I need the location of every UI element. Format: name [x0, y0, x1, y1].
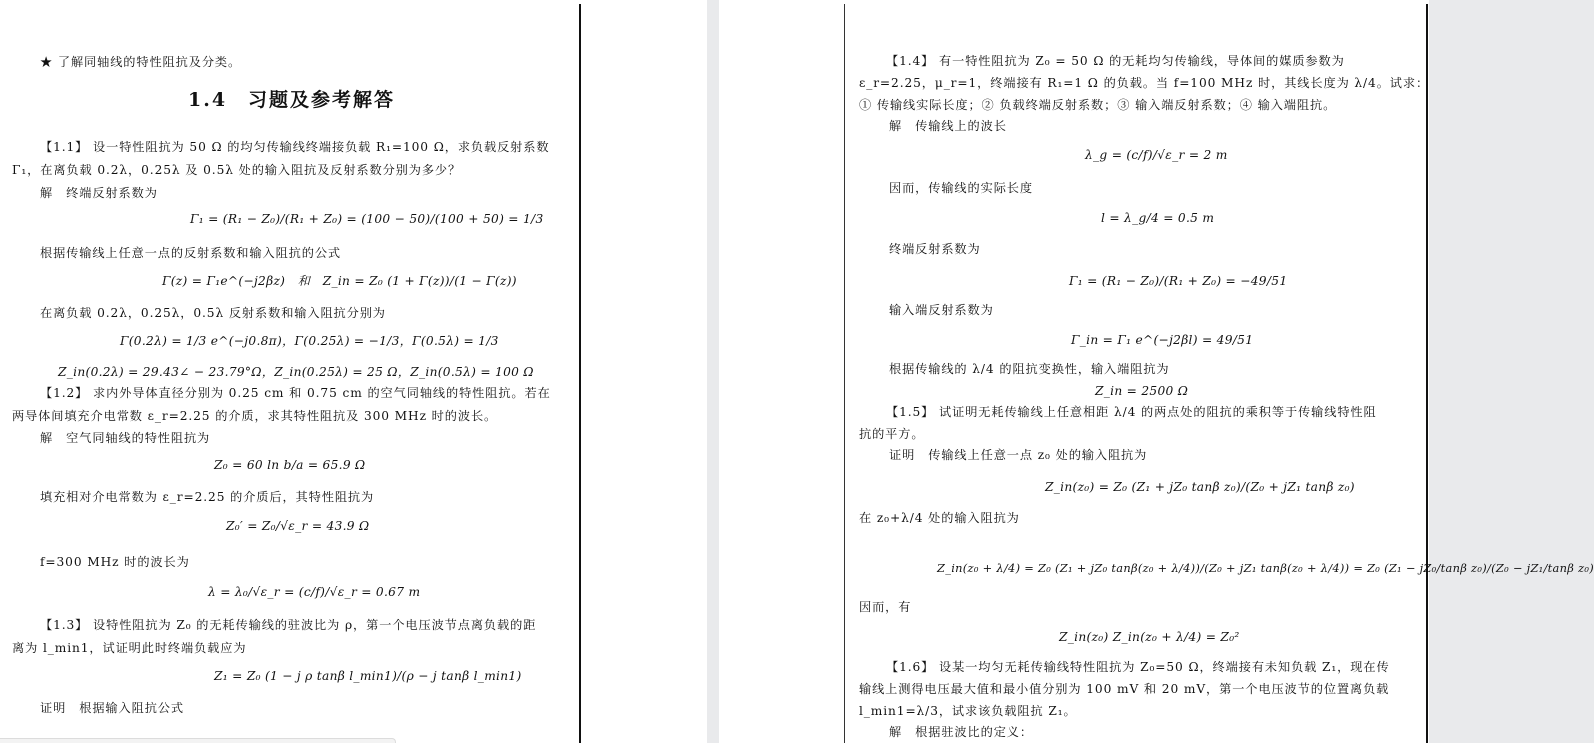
solution-label: 解 根据驻波比的定义： — [889, 725, 1033, 739]
paragraph: f=300 MHz 时的波长为 — [40, 555, 190, 569]
equation: Γ₁ = (R₁ − Z₀)/(R₁ + Z₀) = (100 − 50)/(100 + 50) = 1/3 — [190, 212, 544, 226]
equation: λ = λ₀/√ε_r = (c/f)/√ε_r = 0.67 m — [208, 585, 421, 599]
paragraph: 根据传输线上任意一点的反射系数和输入阻抗的公式 — [40, 246, 342, 260]
solution-label: 解 终端反射系数为 — [40, 186, 158, 200]
equation: Γ(0.2λ) = 1/3 e^(−j0.8π)，Γ(0.25λ) = −1/3，Γ(0.5λ) = 1/3 — [120, 334, 499, 348]
equation: Z_in(z₀) = Z₀ (Z₁ + jZ₀ tanβ z₀)/(Z₀ + jZ₁ tanβ z₀) — [1045, 480, 1355, 494]
problem-1-4-text-cont: ε_r=2.25，μ_r=1，终端接有 R₁=1 Ω 的负载。当 f=100 MHz 时，其线长度为 λ/4。试求： — [859, 76, 1430, 90]
problem-1-2-text-cont: 两导体间填充介电常数 ε_r=2.25 的介质，求其特性阻抗及 300 MHz 时的波长。 — [12, 409, 498, 423]
equation: Z₁ = Z₀ (1 − j ρ tanβ l_min1)/(ρ − j tanβ l_min1) — [214, 669, 522, 683]
left-page — [0, 0, 707, 743]
right-page — [719, 0, 1594, 743]
problem-1-4-questions: ① 传输线实际长度；② 负载终端反射系数；③ 输入端反射系数；④ 输入端阻抗。 — [859, 98, 1337, 112]
problem-1-5-text: 【1.5】 试证明无耗传输线上任意相距 λ/4 的两点处的阻抗的乘积等于传输线特性阻 — [886, 405, 1377, 419]
paragraph: 终端反射系数为 — [889, 242, 981, 256]
problem-1-1-text: 【1.1】 设一特性阻抗为 50 Ω 的均匀传输线终端接负载 R₁=100 Ω，求负载反射系数 — [40, 140, 550, 154]
proof-label: 证明 根据输入阻抗公式 — [40, 701, 184, 715]
page-margin-line-right — [1426, 4, 1428, 743]
equation: Z_in(0.2λ) = 29.43∠ − 23.79°Ω，Z_in(0.25λ) = 25 Ω，Z_in(0.5λ) = 100 Ω — [58, 365, 534, 379]
equation: λ_g = (c/f)/√ε_r = 2 m — [1085, 148, 1228, 162]
problem-1-5-text-cont: 抗的平方。 — [859, 427, 925, 441]
page-margin-line-left — [844, 4, 845, 743]
problem-1-3-text: 【1.3】 设特性阻抗为 Z₀ 的无耗传输线的驻波比为 ρ，第一个电压波节点离负载的距 — [40, 618, 537, 632]
equation: Γ_in = Γ₁ e^(−j2βl) = 49/51 — [1071, 333, 1254, 347]
problem-1-1-text-cont: Γ₁，在离负载 0.2λ，0.25λ 及 0.5λ 处的输入阻抗及反射系数分别为多少？ — [12, 163, 462, 177]
equation: Γ₁ = (R₁ − Z₀)/(R₁ + Z₀) = −49/51 — [1069, 274, 1288, 288]
paragraph: 输入端反射系数为 — [889, 303, 994, 317]
paragraph: 因而，有 — [859, 600, 912, 614]
proof-label: 证明 传输线上任意一点 z₀ 处的输入阻抗为 — [889, 448, 1148, 462]
equation: Z₀′ = Z₀/√ε_r = 43.9 Ω — [226, 519, 370, 533]
equation: Z₀ = 60 ln b/a = 65.9 Ω — [214, 458, 366, 472]
problem-1-6-text-cont2: l_min1=λ/3，试求该负载阻抗 Z₁。 — [859, 704, 1077, 718]
equation: Γ(z) = Γ₁e^(−j2βz) 和 Z_in = Z₀ (1 + Γ(z))/(1 − Γ(z)) — [162, 274, 517, 288]
paragraph: 在 z₀+λ/4 处的输入阻抗为 — [859, 511, 1020, 525]
equation: Z_in = 2500 Ω — [1095, 384, 1189, 398]
problem-1-6-text: 【1.6】 设某一均匀无耗传输线特性阻抗为 Z₀=50 Ω，终端接有未知负载 Z₁，现在传 — [886, 660, 1390, 674]
page-margin-line — [579, 4, 581, 743]
problem-1-2-text: 【1.2】 求内外导体直径分别为 0.25 cm 和 0.75 cm 的空气同轴线的特性阻抗。若在 — [40, 386, 551, 400]
problem-1-4-text: 【1.4】 有一特性阻抗为 Z₀ = 50 Ω 的无耗均匀传输线，导体间的媒质参数为 — [886, 54, 1345, 68]
problem-1-3-text-cont: 离为 l_min1，试证明此时终端负载应为 — [12, 641, 247, 655]
paragraph: 因而，传输线的实际长度 — [889, 181, 1033, 195]
equation: Z_in(z₀) Z_in(z₀ + λ/4) = Z₀² — [1059, 630, 1240, 644]
paragraph: 根据传输线的 λ/4 的阻抗变换性，输入端阻抗为 — [889, 362, 1170, 376]
solution-label: 解 传输线上的波长 — [889, 119, 1007, 133]
problem-1-6-text-cont: 输线上测得电压最大值和最小值分别为 100 mV 和 20 mV，第一个电压波节的位置离负载 — [859, 682, 1390, 696]
paragraph: 填充相对介电常数为 ε_r=2.25 的介质后，其特性阻抗为 — [40, 490, 375, 504]
equation: l = λ_g/4 = 0.5 m — [1101, 211, 1215, 225]
section-title: 1.4 习题及参考解答 — [188, 89, 396, 111]
paragraph: 在离负载 0.2λ，0.25λ，0.5λ 反射系数和输入阻抗分别为 — [40, 306, 386, 320]
objective-text: ★ 了解同轴线的特性阻抗及分类。 — [40, 55, 242, 69]
horizontal-scrollbar[interactable] — [0, 738, 396, 743]
equation: Z_in(z₀ + λ/4) = Z₀ (Z₁ + jZ₀ tanβ(z₀ + λ/4))/(Z₀ + jZ₁ tanβ(z₀ + λ/4)) = Z₀ (Z₁ − jZ₀/tanβ z₀)/(Z₀ − jZ₁/tanβ z₀) — [937, 561, 1594, 575]
solution-label: 解 空气同轴线的特性阻抗为 — [40, 431, 211, 445]
